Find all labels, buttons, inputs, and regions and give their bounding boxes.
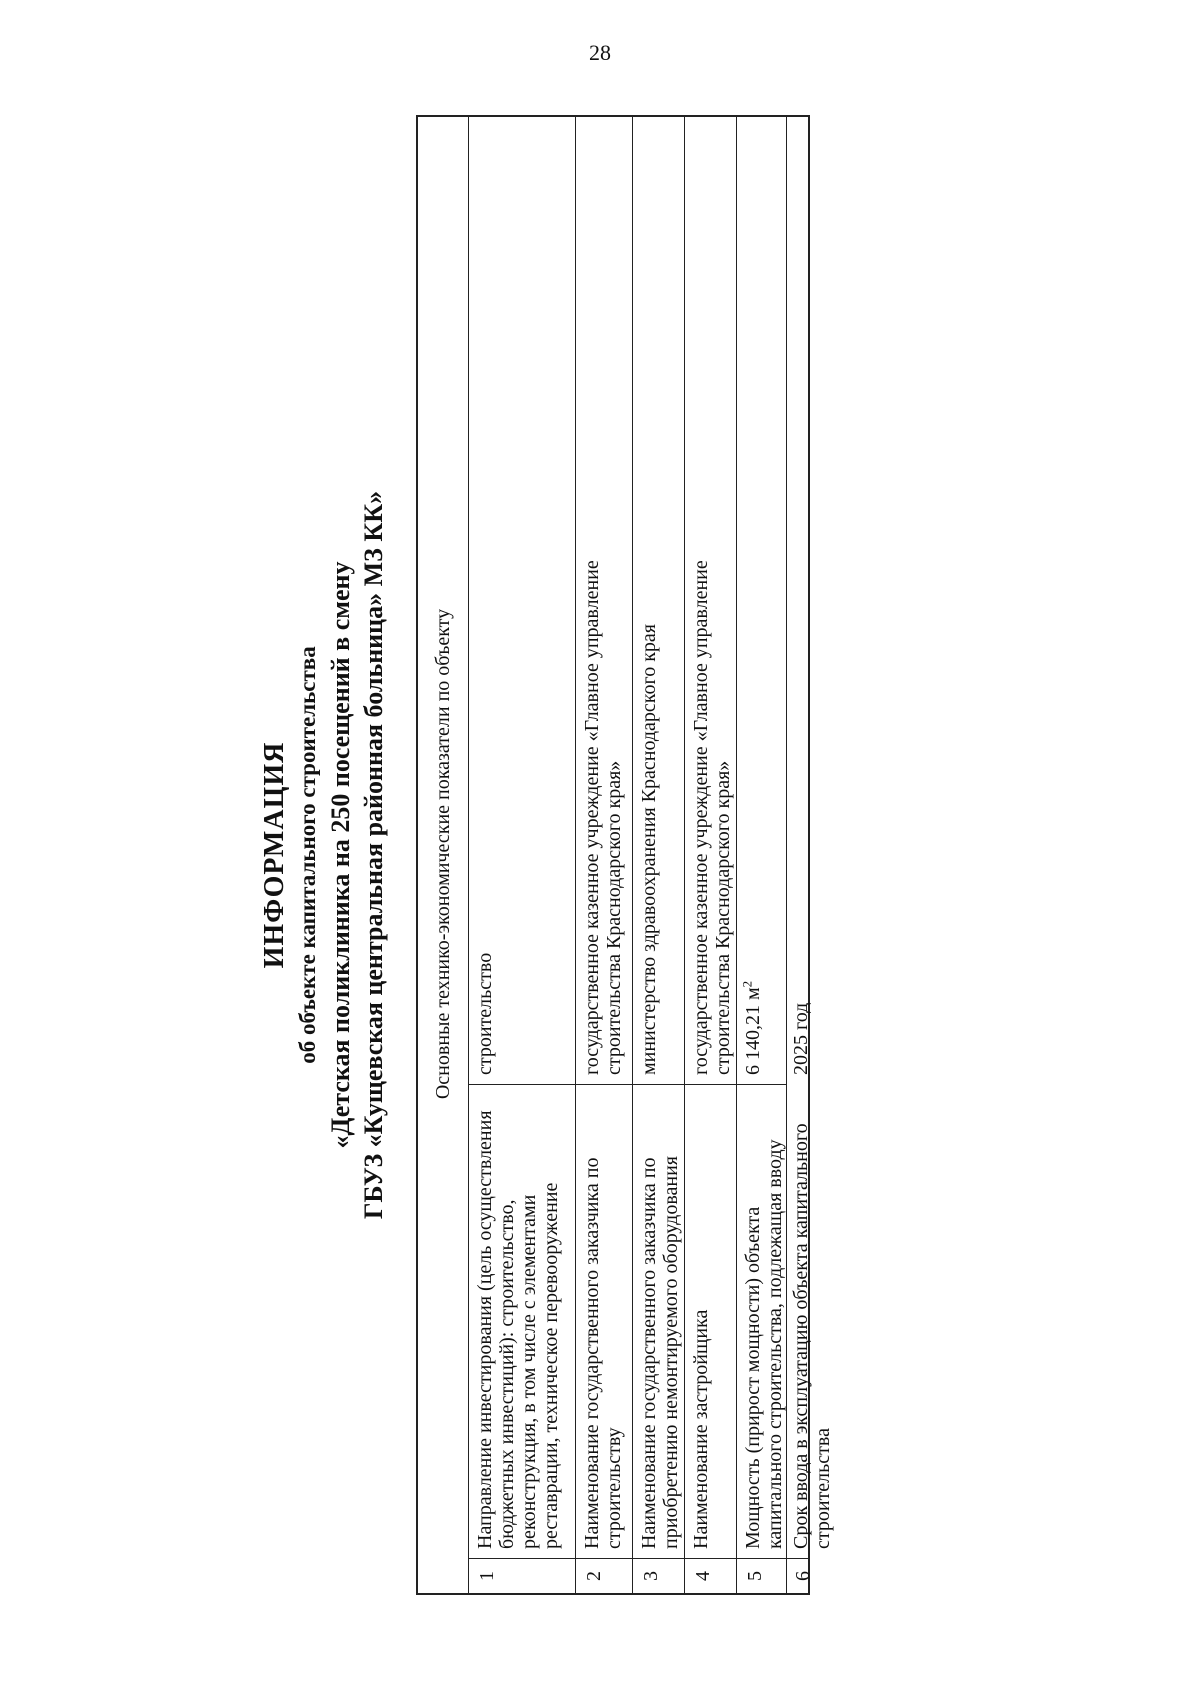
heading-line-2: «Детская поликлиника на 250 посещений в смену <box>326 561 355 1149</box>
row-number: 1 <box>476 1571 498 1581</box>
row-label: Наименование застройщика <box>690 1309 712 1549</box>
row-number: 6 <box>792 1571 814 1581</box>
row-value: государственное казенное учреждение «Главное управление строительства Краснодарского края» <box>690 560 734 1075</box>
row-number: 3 <box>640 1571 662 1581</box>
capacity-value: 6 140,21 м <box>742 987 764 1075</box>
info-table <box>416 115 834 1595</box>
document-title: ИНФОРМАЦИЯ <box>259 741 290 969</box>
capacity-unit-superscript: 2 <box>739 980 755 988</box>
row-number: 5 <box>744 1571 766 1581</box>
row-value <box>739 125 764 1075</box>
row-label: Мощность (прирост мощности) объекта капитального строительства, подлежащая вводу <box>742 1139 786 1549</box>
row-value: строительство <box>474 952 496 1075</box>
row-label: Направление инвестирования (цель осуществления бюджетных инвестиций): строительство, реконструкция, в том числе с элементами реставрации, техническое перевооружение <box>474 1110 562 1549</box>
row-label: Наименование государственного заказчика по строительству <box>581 1157 625 1549</box>
document-heading <box>258 115 390 1595</box>
section-title-indicators: Основные технико-экономические показатели по объекту <box>432 608 454 1100</box>
heading-line-1: об объекте капитального строительства <box>295 646 320 1064</box>
rotated-content <box>40 115 834 1595</box>
heading-line-3: ГБУЗ «Кущевская центральная районная больница» МЗ КК» <box>359 490 388 1220</box>
row-number: 2 <box>583 1571 605 1581</box>
row-value: государственное казенное учреждение «Главное управление строительства Краснодарского края» <box>581 560 625 1075</box>
row-number: 4 <box>692 1571 714 1581</box>
row-label: Наименование государственного заказчика по приобретению немонтируемого оборудования <box>638 1155 682 1549</box>
row-label: Срок ввода в эксплуатацию объекта капитального строительства <box>790 1123 834 1549</box>
row-value: 2025 год <box>790 1002 812 1075</box>
row-value: министерство здравоохранения Краснодарского края <box>638 624 660 1075</box>
page-number: 28 <box>589 40 611 65</box>
